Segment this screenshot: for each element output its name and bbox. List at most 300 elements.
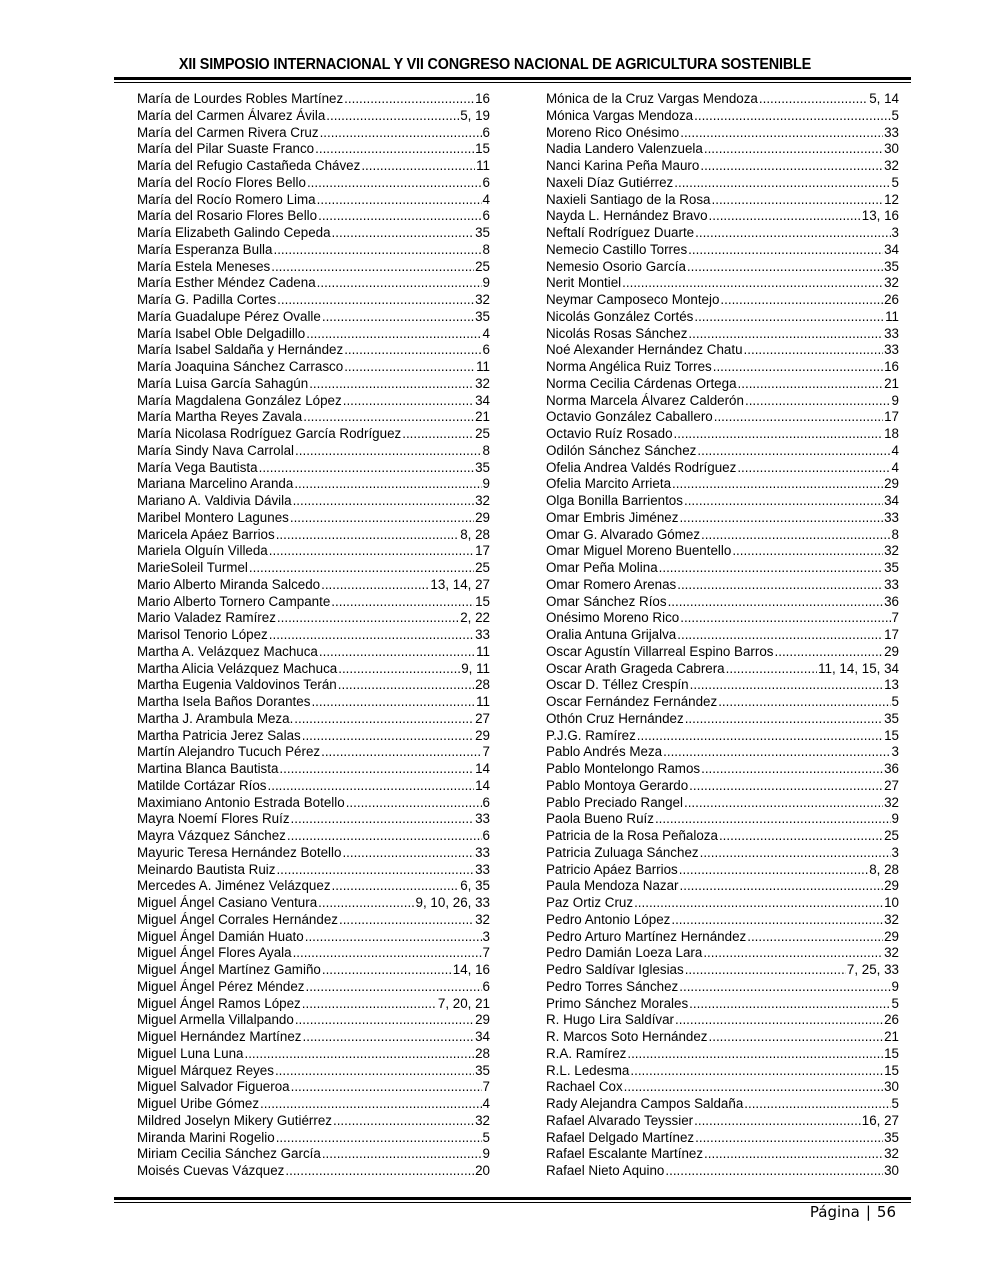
index-entry bbox=[546, 426, 899, 443]
page-references: 5, 19 bbox=[460, 107, 490, 123]
author-name: Pedro Arturo Martínez Hernández bbox=[546, 928, 747, 944]
page-references: 5 bbox=[891, 174, 899, 190]
page-references: 32 bbox=[475, 292, 490, 307]
index-entry bbox=[546, 443, 899, 460]
page-references: 34 bbox=[884, 241, 899, 257]
page-references: 13, 14, 27 bbox=[430, 576, 490, 592]
author-name: R. Marcos Soto Hernández bbox=[546, 1029, 708, 1044]
index-entry bbox=[137, 677, 490, 694]
dot-leader bbox=[275, 1063, 474, 1080]
page-references: 17 bbox=[884, 627, 899, 642]
header-rule-thin bbox=[114, 82, 911, 83]
dot-leader bbox=[291, 1079, 482, 1096]
index-entry bbox=[546, 929, 899, 946]
page-references: 33 bbox=[884, 342, 899, 358]
author-name: Martha Patricia Jerez Salas bbox=[137, 727, 301, 743]
page-references: 16 bbox=[475, 91, 490, 106]
dot-leader bbox=[701, 527, 891, 544]
page-references: 26 bbox=[884, 1012, 899, 1028]
page-references: 34 bbox=[475, 392, 490, 408]
author-name: María Isabel Saldaña y Hernández bbox=[137, 342, 344, 358]
index-entry bbox=[546, 1079, 899, 1096]
author-name: Oscar Agustín Villarreal Espino Barros bbox=[546, 643, 774, 659]
author-name: Pablo Montelongo Ramos bbox=[546, 761, 701, 776]
page-references: 32 bbox=[884, 158, 899, 173]
page-references: 35 bbox=[475, 308, 490, 324]
index-entry bbox=[546, 862, 899, 879]
index-entry bbox=[546, 141, 899, 158]
index-entry bbox=[546, 309, 899, 326]
dot-leader bbox=[331, 594, 474, 611]
author-name: Miriam Cecilia Sánchez García bbox=[137, 1146, 321, 1162]
dot-leader bbox=[684, 493, 883, 510]
dot-leader bbox=[319, 644, 475, 661]
index-entry bbox=[137, 728, 490, 745]
page-references: 9 bbox=[482, 1146, 490, 1162]
dot-leader bbox=[344, 91, 474, 108]
index-entry bbox=[137, 795, 490, 812]
dot-leader bbox=[322, 962, 452, 979]
index-entry bbox=[137, 1096, 490, 1113]
page-references: 2, 22 bbox=[460, 610, 490, 626]
dot-leader bbox=[659, 560, 883, 577]
dot-leader bbox=[675, 1012, 883, 1029]
page-references: 18 bbox=[884, 426, 899, 441]
index-entry bbox=[137, 493, 490, 510]
page-references: 32 bbox=[884, 1146, 899, 1162]
page-references: 33 bbox=[884, 576, 899, 592]
dot-leader bbox=[704, 1146, 883, 1163]
page-references: 3 bbox=[482, 928, 490, 944]
dot-leader bbox=[294, 476, 481, 493]
dot-leader bbox=[674, 426, 884, 443]
page-references: 35 bbox=[475, 225, 490, 240]
dot-leader bbox=[338, 677, 474, 694]
dot-leader bbox=[269, 627, 474, 644]
index-entry bbox=[137, 845, 490, 862]
index-entry bbox=[546, 242, 899, 259]
page-references: 4 bbox=[891, 442, 899, 458]
index-entry bbox=[546, 1063, 899, 1080]
author-name: Rady Alejandra Campos Saldaña bbox=[546, 1096, 744, 1111]
dot-leader bbox=[294, 711, 474, 728]
index-entry bbox=[137, 694, 490, 711]
index-entry bbox=[546, 1046, 899, 1063]
index-column-right bbox=[546, 91, 899, 1180]
author-name: Miguel Ángel Casiano Ventura bbox=[137, 895, 318, 910]
page-references: 29 bbox=[884, 476, 899, 492]
author-name: Martha A. Velázquez Machuca bbox=[137, 643, 318, 659]
author-name: Nanci Karina Peña Mauro bbox=[546, 158, 700, 173]
page-references: 9 bbox=[482, 275, 490, 291]
index-entry bbox=[137, 376, 490, 393]
author-name: María Estela Meneses bbox=[137, 258, 271, 274]
index-column-left bbox=[137, 91, 490, 1180]
page-references: 6 bbox=[482, 208, 490, 224]
page-references: 7, 20, 21 bbox=[437, 995, 490, 1011]
index-entry bbox=[546, 962, 899, 979]
author-name: María Martha Reyes Zavala bbox=[137, 409, 303, 425]
page-references: 15 bbox=[884, 1045, 899, 1061]
author-name: Mayra Noemí Flores Ruíz bbox=[137, 811, 290, 827]
dot-leader bbox=[276, 527, 460, 544]
author-name: Miguel Salvador Figueroa bbox=[137, 1079, 290, 1095]
dot-leader bbox=[268, 778, 475, 795]
page-references: 33 bbox=[475, 861, 490, 877]
author-name: Pablo Andrés Meza bbox=[546, 744, 663, 760]
author-name: Miguel Márquez Reyes bbox=[137, 1062, 274, 1078]
index-entry bbox=[137, 945, 490, 962]
author-name: Octavio González Caballero bbox=[546, 409, 713, 425]
dot-leader bbox=[685, 711, 883, 728]
page-references: 9 bbox=[891, 392, 899, 408]
index-entry bbox=[546, 292, 899, 309]
index-entry bbox=[137, 1063, 490, 1080]
dot-leader bbox=[346, 795, 482, 812]
index-entry bbox=[546, 945, 899, 962]
author-name: María Esperanza Bulla bbox=[137, 241, 273, 257]
dot-leader bbox=[744, 342, 884, 359]
dot-leader bbox=[712, 192, 884, 209]
page-references: 35 bbox=[884, 560, 899, 575]
author-name: Mayra Vázquez Sánchez bbox=[137, 828, 286, 843]
dot-leader bbox=[309, 376, 474, 393]
dot-leader bbox=[302, 728, 474, 745]
dot-leader bbox=[745, 393, 891, 410]
page-references: 25 bbox=[884, 828, 899, 843]
index-entry bbox=[546, 1012, 899, 1029]
page-references: 8, 28 bbox=[460, 526, 490, 542]
index-entry bbox=[546, 1130, 899, 1147]
index-entry bbox=[137, 627, 490, 644]
page-references: 9, 10, 26, 33 bbox=[415, 895, 490, 910]
index-entry bbox=[546, 1029, 899, 1046]
author-name: Mariano A. Valdivia Dávila bbox=[137, 493, 292, 508]
page-references: 11, 14, 15, 34 bbox=[818, 660, 899, 676]
index-entry bbox=[137, 828, 490, 845]
author-name: Omar Romero Arenas bbox=[546, 576, 677, 592]
dot-leader bbox=[249, 560, 474, 577]
dot-leader bbox=[700, 845, 891, 862]
dot-leader bbox=[303, 409, 474, 426]
footer-rule-thick bbox=[114, 1197, 911, 1200]
index-entry bbox=[546, 409, 899, 426]
page-references: 36 bbox=[884, 761, 899, 776]
author-name: Pedro Antonio López bbox=[546, 911, 671, 927]
author-name: María Esther Méndez Cadena bbox=[137, 275, 316, 291]
dot-leader bbox=[695, 225, 890, 242]
page-references: 32 bbox=[884, 911, 899, 927]
author-name: Mercedes A. Jiménez Velázquez bbox=[137, 878, 331, 894]
index-entry bbox=[137, 1029, 490, 1046]
index-entry bbox=[137, 761, 490, 778]
dot-leader bbox=[679, 862, 868, 879]
author-name: Patricio Apáez Barrios bbox=[546, 861, 678, 877]
dot-leader bbox=[287, 828, 482, 845]
author-name: Onésimo Moreno Rico bbox=[546, 610, 680, 626]
page-references: 5, 14 bbox=[869, 91, 899, 106]
dot-leader bbox=[339, 912, 474, 929]
author-name: Pablo Preciado Rangel bbox=[546, 794, 683, 810]
index-entry bbox=[546, 761, 899, 778]
dot-leader bbox=[332, 225, 475, 242]
page-references: 17 bbox=[475, 543, 490, 559]
dot-leader bbox=[269, 543, 474, 560]
page-references: 34 bbox=[884, 493, 899, 508]
index-entry bbox=[137, 979, 490, 996]
dot-leader bbox=[343, 393, 474, 410]
author-name: Naxieli Santiago de la Rosa bbox=[546, 191, 711, 207]
index-entry bbox=[546, 627, 899, 644]
dot-leader bbox=[260, 1096, 482, 1113]
index-entry bbox=[137, 744, 490, 761]
index-entry bbox=[137, 259, 490, 276]
author-name: Rafael Delgado Martínez bbox=[546, 1129, 695, 1145]
page-references: 15 bbox=[884, 1062, 899, 1078]
page-separator: | bbox=[865, 1203, 871, 1221]
index-entry bbox=[137, 510, 490, 527]
page-references: 32 bbox=[884, 543, 899, 559]
author-name: Matilde Cortázar Ríos bbox=[137, 777, 267, 793]
index-entry bbox=[137, 1079, 490, 1096]
dot-leader bbox=[697, 443, 890, 460]
author-name: Nicolás González Cortés bbox=[546, 308, 694, 324]
index-entry bbox=[546, 493, 899, 510]
index-entry bbox=[546, 677, 899, 694]
index-entry bbox=[137, 125, 490, 142]
author-name: Nadia Landero Valenzuela bbox=[546, 141, 703, 157]
dot-leader bbox=[318, 208, 481, 225]
dot-leader bbox=[276, 1130, 482, 1147]
dot-leader bbox=[291, 811, 475, 828]
page-references: 35 bbox=[475, 459, 490, 475]
dot-leader bbox=[321, 577, 429, 594]
page-references: 6 bbox=[482, 174, 490, 190]
dot-leader bbox=[244, 1046, 474, 1063]
dot-leader bbox=[320, 125, 482, 142]
author-name: Mónica Vargas Mendoza bbox=[546, 107, 694, 123]
author-name: María de Lourdes Robles Martínez bbox=[137, 91, 344, 106]
index-entry bbox=[546, 728, 899, 745]
dot-leader bbox=[671, 912, 883, 929]
page-references: 33 bbox=[475, 811, 490, 827]
dot-leader bbox=[315, 141, 474, 158]
page-references: 13, 16 bbox=[861, 208, 899, 224]
index-entry bbox=[137, 275, 490, 292]
page-references: 6 bbox=[482, 124, 490, 140]
author-name: Nayda L. Hernández Bravo bbox=[546, 208, 708, 224]
author-name: Patricia de la Rosa Peñaloza bbox=[546, 828, 718, 843]
index-entry bbox=[546, 795, 899, 812]
dot-leader bbox=[293, 945, 482, 962]
page-references: 35 bbox=[884, 710, 899, 726]
page-references: 6, 35 bbox=[460, 878, 490, 894]
index-entry bbox=[137, 393, 490, 410]
author-name: Mario Alberto Tornero Campante bbox=[137, 593, 331, 609]
page-references: 4 bbox=[482, 325, 490, 341]
author-name: María Luisa García Sahagún bbox=[137, 375, 309, 391]
dot-leader bbox=[311, 694, 475, 711]
page-references: 29 bbox=[475, 727, 490, 743]
page-references: 32 bbox=[475, 493, 490, 508]
page-footer bbox=[810, 1203, 896, 1221]
page-references: 33 bbox=[475, 627, 490, 642]
author-name: Miguel Ángel Ramos López bbox=[137, 995, 301, 1011]
dot-leader bbox=[665, 1163, 883, 1180]
page-references: 34 bbox=[475, 1029, 490, 1044]
page-references: 6 bbox=[482, 794, 490, 810]
index-entry bbox=[546, 175, 899, 192]
author-name: Martha J. Arambula Meza. bbox=[137, 710, 294, 726]
author-name: Omar G. Alvarado Gómez bbox=[546, 526, 701, 542]
index-entry bbox=[546, 192, 899, 209]
index-entry bbox=[546, 527, 899, 544]
page-references: 7 bbox=[482, 945, 490, 961]
index-entry bbox=[546, 393, 899, 410]
index-entry bbox=[137, 912, 490, 929]
index-entry bbox=[137, 309, 490, 326]
dot-leader bbox=[322, 1146, 482, 1163]
dot-leader bbox=[747, 929, 883, 946]
dot-leader bbox=[714, 409, 883, 426]
index-entry bbox=[546, 778, 899, 795]
page-references: 5 bbox=[891, 995, 899, 1011]
index-entry bbox=[546, 811, 899, 828]
page-references: 7, 25, 33 bbox=[846, 962, 899, 977]
dot-leader bbox=[630, 1063, 883, 1080]
index-entry bbox=[137, 225, 490, 242]
page-references: 25 bbox=[475, 560, 490, 575]
author-name: Omar Miguel Moreno Buentello bbox=[546, 543, 732, 559]
page-references: 32 bbox=[884, 275, 899, 291]
author-name: María del Carmen Rivera Cruz bbox=[137, 124, 319, 140]
index-entry bbox=[546, 979, 899, 996]
header-rule-thick bbox=[114, 77, 911, 80]
author-name: Nemesio Osorio García bbox=[546, 258, 686, 274]
author-name: Neftalí Rodríguez Duarte bbox=[546, 225, 695, 240]
dot-leader bbox=[709, 208, 861, 225]
page-references: 32 bbox=[884, 794, 899, 810]
index-entry bbox=[137, 778, 490, 795]
author-name: Pablo Montoya Gerardo bbox=[546, 777, 689, 793]
index-entry bbox=[546, 828, 899, 845]
page-references: 9 bbox=[482, 476, 490, 492]
index-entry bbox=[137, 108, 490, 125]
page-references: 5 bbox=[891, 107, 899, 123]
dot-leader bbox=[689, 778, 883, 795]
author-name: María del Refugio Castañeda Chávez bbox=[137, 158, 361, 173]
index-entry bbox=[137, 476, 490, 493]
author-name: Primo Sánchez Morales bbox=[546, 995, 689, 1011]
author-name: Omar Sánchez Ríos bbox=[546, 593, 667, 609]
index-entry bbox=[546, 326, 899, 343]
author-name: Pedro Saldívar Iglesias bbox=[546, 962, 684, 977]
page-references: 33 bbox=[884, 325, 899, 341]
index-entry bbox=[546, 845, 899, 862]
page-references: 11 bbox=[476, 694, 490, 709]
index-entry bbox=[137, 1163, 490, 1180]
index-entry bbox=[137, 460, 490, 477]
page-references: 17 bbox=[884, 409, 899, 425]
dot-leader bbox=[668, 594, 884, 611]
dot-leader bbox=[726, 661, 817, 678]
index-entry bbox=[546, 376, 899, 393]
dot-leader bbox=[704, 141, 883, 158]
dot-leader bbox=[674, 175, 890, 192]
index-entry bbox=[137, 711, 490, 728]
dot-leader bbox=[738, 376, 884, 393]
page-references: 15 bbox=[475, 593, 490, 609]
author-name: Oscar D. Téllez Crespín bbox=[546, 677, 689, 693]
dot-leader bbox=[694, 1113, 861, 1130]
page-references: 7 bbox=[482, 1079, 490, 1095]
index-entry bbox=[546, 1113, 899, 1130]
author-name: Mario Valadez Ramírez bbox=[137, 610, 276, 626]
dot-leader bbox=[302, 996, 437, 1013]
index-entry bbox=[137, 644, 490, 661]
page-references: 29 bbox=[884, 878, 899, 894]
dot-leader bbox=[744, 1096, 890, 1113]
index-entry bbox=[546, 342, 899, 359]
author-name: Moreno Rico Onésimo bbox=[546, 124, 680, 140]
index-entry bbox=[546, 878, 899, 895]
dot-leader bbox=[332, 878, 460, 895]
page-references: 29 bbox=[884, 643, 899, 659]
page-references: 33 bbox=[884, 509, 899, 525]
page-references: 8 bbox=[891, 526, 899, 542]
page-references: 29 bbox=[884, 928, 899, 944]
index-entry bbox=[546, 694, 899, 711]
dot-leader bbox=[775, 644, 884, 661]
index-entry bbox=[137, 878, 490, 895]
author-name: Pedro Damián Loeza Lara bbox=[546, 945, 703, 961]
index-entry bbox=[546, 560, 899, 577]
dot-leader bbox=[677, 627, 883, 644]
page-references: 28 bbox=[475, 677, 490, 693]
page-references: 11 bbox=[476, 643, 490, 659]
page-references: 3 bbox=[891, 844, 899, 860]
dot-leader bbox=[624, 1079, 883, 1096]
index-entry bbox=[546, 225, 899, 242]
author-name: María Isabel Oble Delgadillo bbox=[137, 325, 306, 341]
author-name: Odilón Sánchez Sánchez bbox=[546, 442, 697, 458]
dot-leader bbox=[694, 108, 890, 125]
index-entry bbox=[546, 91, 899, 108]
dot-leader bbox=[680, 878, 884, 895]
author-name: Miranda Marini Rogelio bbox=[137, 1129, 275, 1145]
dot-leader bbox=[694, 309, 884, 326]
dot-leader bbox=[306, 326, 481, 343]
author-name: María del Carmen Álvarez Ávila bbox=[137, 107, 326, 123]
author-name: Rachael Cox bbox=[546, 1079, 623, 1095]
dot-leader bbox=[295, 443, 482, 460]
author-name: María Sindy Nava Carrolal bbox=[137, 442, 295, 458]
author-name: Paola Bueno Ruíz bbox=[546, 811, 654, 827]
author-name: María Joaquina Sánchez Carrasco bbox=[137, 359, 344, 374]
index-entry bbox=[546, 259, 899, 276]
dot-leader bbox=[637, 728, 883, 745]
index-entry bbox=[137, 862, 490, 879]
index-entry bbox=[137, 577, 490, 594]
page-references: 14, 16 bbox=[452, 962, 490, 977]
dot-leader bbox=[679, 979, 890, 996]
index-entry bbox=[546, 359, 899, 376]
author-name: María Elizabeth Galindo Cepeda bbox=[137, 225, 331, 240]
author-name: Miguel Ángel Damián Huato bbox=[137, 928, 304, 944]
author-name: Norma Marcela Álvarez Calderón bbox=[546, 392, 744, 408]
author-name: Maximiano Antonio Estrada Botello bbox=[137, 794, 345, 810]
dot-leader bbox=[307, 175, 482, 192]
